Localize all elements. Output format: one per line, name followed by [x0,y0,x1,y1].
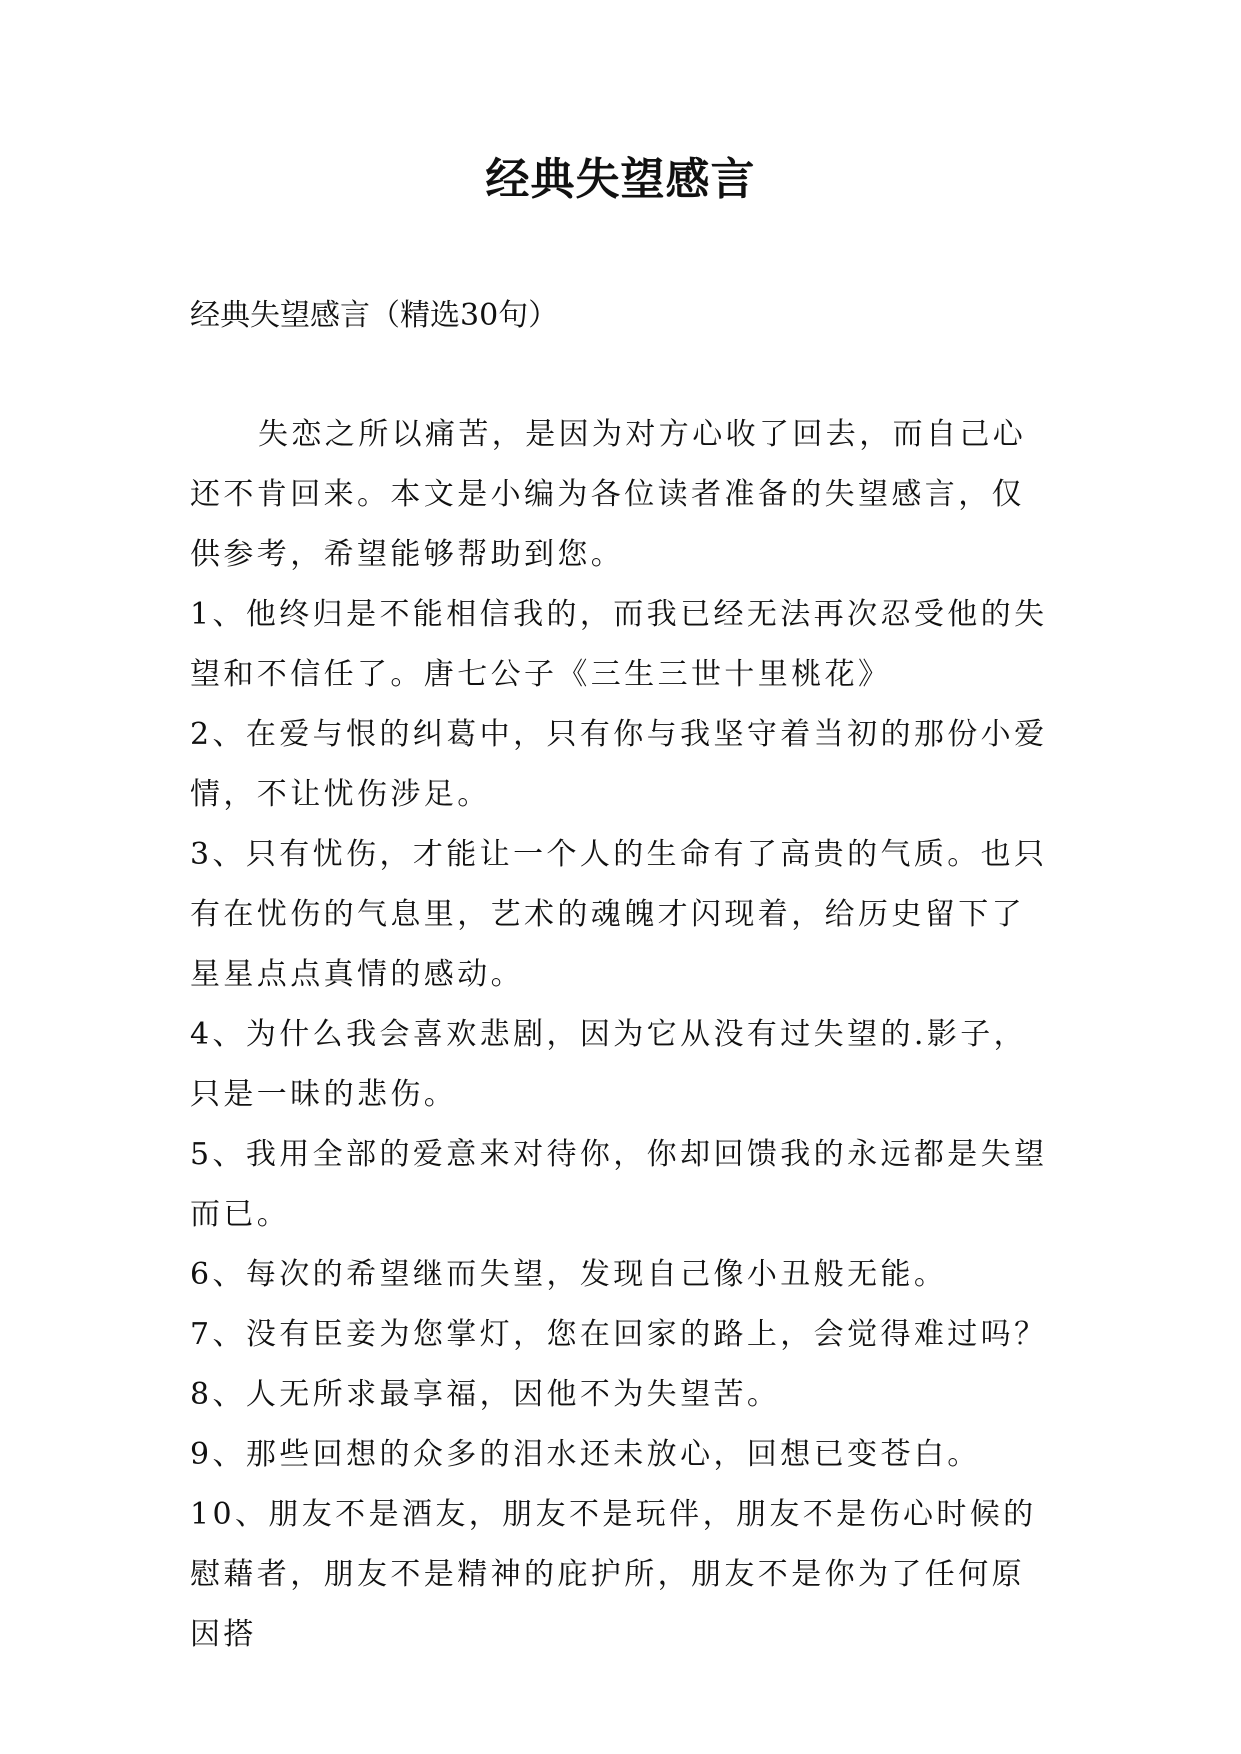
document-title: 经典失望感言 [485,154,756,205]
quote-item-7: 7、没有臣妾为您掌灯，您在回家的路上，会觉得难过吗？ [190,1317,1048,1352]
quote-item-8: 8、人无所求最享福，因他不为失望苦。 [190,1377,781,1412]
intro-paragraph: 失恋之所以痛苦，是因为对方心收了回去，而自己心还不肯回来。本文是小编为各位读者准备的失望感言，仅供参考，希望能够帮助到您。 [190,417,1027,572]
quote-item-3: 3、只有忧伤，才能让一个人的生命有了高贵的气质。也只有在忧伤的气息里，艺术的魂魄才闪现着，给历史留下了星星点点真情的感动。 [190,837,1048,992]
quote-item-5: 5、我用全部的爱意来对待你，你却回馈我的永远都是失望而已。 [190,1137,1048,1232]
quote-item-10: 10、朋友不是酒友，朋友不是玩伴，朋友不是伤心时候的慰藉者，朋友不是精神的庇护所，朋友不是你为了任何原因搭 [190,1497,1037,1652]
quote-item-4: 4、为什么我会喜欢悲剧，因为它从没有过失望的.影子，只是一昧的悲伤。 [190,1017,1028,1112]
quote-item-1: 1、他终归是不能相信我的，而我已经无法再次忍受他的失望和不信任了。唐七公子《三生三世十里桃花》 [190,597,1048,692]
quote-item-9: 9、那些回想的众多的泪水还未放心，回想已变苍白。 [190,1437,981,1472]
quote-item-2: 2、在爱与恨的纠葛中，只有你与我坚守着当初的那份小爱情，不让忧伤涉足。 [190,717,1048,812]
quote-item-6: 6、每次的希望继而失望，发现自己像小丑般无能。 [190,1257,948,1292]
document-body [190,405,1058,1665]
document-subtitle: 经典失望感言（精选30句） [190,298,559,333]
